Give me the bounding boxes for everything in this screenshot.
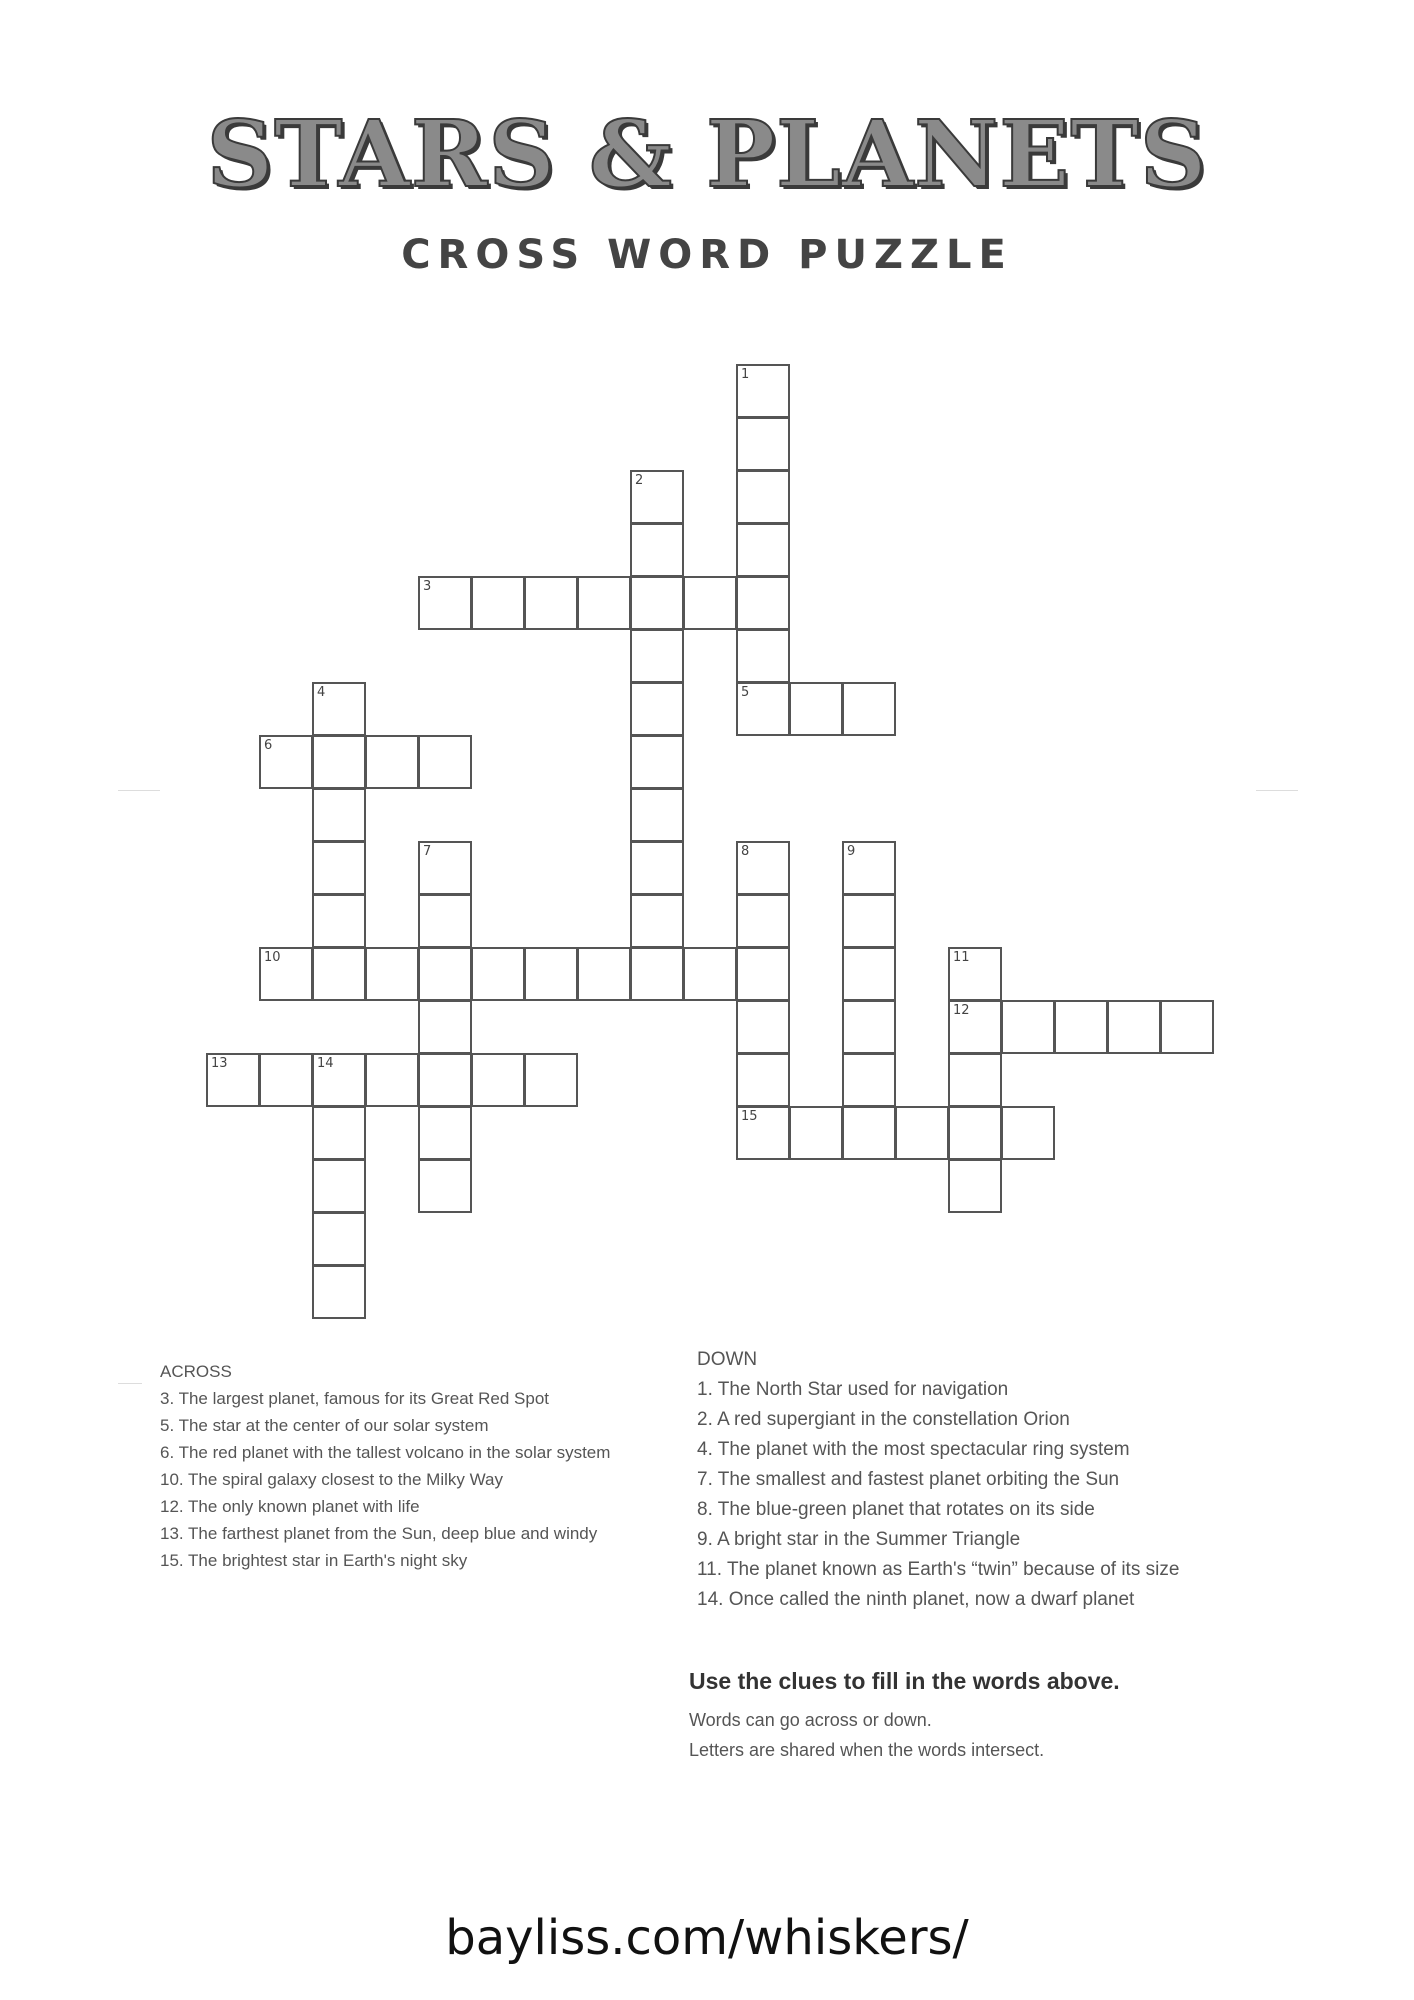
grid-cell[interactable]	[736, 841, 790, 895]
grid-cell[interactable]	[842, 1053, 896, 1107]
grid-cell[interactable]	[1001, 1000, 1055, 1054]
grid-cell[interactable]	[736, 364, 790, 418]
down-clue: 14. Once called the ninth planet, now a dwarf planet	[697, 1589, 1135, 1610]
across-clue: 3. The largest planet, famous for its Great Red Spot	[160, 1389, 549, 1408]
grid-cell[interactable]	[365, 735, 419, 789]
across-clue: 12. The only known planet with life	[160, 1497, 420, 1516]
grid-cell[interactable]	[312, 1053, 366, 1107]
grid-cell[interactable]	[630, 788, 684, 842]
grid-cell[interactable]	[418, 576, 472, 630]
grid-cell[interactable]	[948, 1106, 1002, 1160]
grid-cell[interactable]	[312, 894, 366, 948]
down-clue: 1. The North Star used for navigation	[697, 1379, 1009, 1400]
grid-cell[interactable]	[683, 576, 737, 630]
across-clue: 5. The star at the center of our solar system	[160, 1416, 489, 1435]
grid-cell[interactable]	[842, 841, 896, 895]
grid-cell[interactable]	[312, 1159, 366, 1213]
clue-number: 2	[635, 473, 644, 488]
grid-cell[interactable]	[683, 947, 737, 1001]
down-clue: 11. The planet known as Earth's “twin” because of its size	[697, 1559, 1180, 1580]
grid-cell[interactable]	[418, 894, 472, 948]
grid-cell[interactable]	[524, 1053, 578, 1107]
across-heading: ACROSS	[160, 1362, 232, 1381]
grid-cell[interactable]	[948, 947, 1002, 1001]
clue-number: 1	[741, 367, 750, 382]
grid-cell[interactable]	[789, 1106, 843, 1160]
grid-cell[interactable]	[842, 947, 896, 1001]
clue-number: 11	[953, 950, 970, 965]
grid-cell[interactable]	[471, 576, 525, 630]
grid-cell[interactable]	[418, 1000, 472, 1054]
grid-cell[interactable]	[418, 947, 472, 1001]
down-clue: 8. The blue-green planet that rotates on its side	[697, 1499, 1095, 1520]
grid-cell[interactable]	[630, 894, 684, 948]
grid-cell[interactable]	[312, 735, 366, 789]
across-clues	[160, 1358, 610, 1574]
down-clue: 7. The smallest and fastest planet orbiting the Sun	[697, 1469, 1120, 1490]
grid-cell[interactable]	[736, 682, 790, 736]
grid-cell[interactable]	[365, 1053, 419, 1107]
grid-cell[interactable]	[948, 1000, 1002, 1054]
clue-number: 4	[317, 685, 326, 700]
clue-number: 13	[211, 1056, 228, 1071]
down-clues	[697, 1345, 1179, 1615]
grid-cell[interactable]	[736, 894, 790, 948]
grid-cell[interactable]	[948, 1159, 1002, 1213]
instructions-line: Letters are shared when the words intersect.	[689, 1740, 1045, 1760]
grid-cell[interactable]	[736, 523, 790, 577]
grid-cell[interactable]	[736, 1106, 790, 1160]
grid-cell[interactable]	[630, 576, 684, 630]
grid-cell[interactable]	[842, 894, 896, 948]
clue-number: 7	[423, 844, 432, 859]
grid-cell[interactable]	[524, 947, 578, 1001]
down-clue: 9. A bright star in the Summer Triangle	[697, 1529, 1021, 1550]
grid-cell[interactable]	[312, 1106, 366, 1160]
grid-cell[interactable]	[418, 841, 472, 895]
grid-cell[interactable]	[312, 1212, 366, 1266]
grid-cell[interactable]	[471, 947, 525, 1001]
grid-cell[interactable]	[630, 841, 684, 895]
grid-cell[interactable]	[418, 1159, 472, 1213]
grid-cell[interactable]	[524, 576, 578, 630]
clue-number: 12	[953, 1003, 970, 1018]
down-heading: DOWN	[697, 1349, 758, 1370]
grid-cell[interactable]	[630, 629, 684, 683]
grid-cell[interactable]	[365, 947, 419, 1001]
grid-cell[interactable]	[630, 523, 684, 577]
footer-url: bayliss.com/whiskers/	[445, 1910, 969, 1966]
grid-cell[interactable]	[630, 470, 684, 524]
grid-cell[interactable]	[259, 1053, 313, 1107]
grid-cell[interactable]	[312, 788, 366, 842]
grid-cell[interactable]	[736, 947, 790, 1001]
grid-cell[interactable]	[842, 682, 896, 736]
grid-cell[interactable]	[418, 1053, 472, 1107]
grid-cell[interactable]	[1054, 1000, 1108, 1054]
clue-number: 15	[741, 1109, 758, 1124]
across-clue: 6. The red planet with the tallest volcano in the solar system	[160, 1443, 611, 1462]
grid-cell[interactable]	[895, 1106, 949, 1160]
grid-cell[interactable]	[736, 629, 790, 683]
grid-cell[interactable]	[842, 1106, 896, 1160]
grid-cell[interactable]	[312, 682, 366, 736]
grid-cell[interactable]	[259, 947, 313, 1001]
grid-cell[interactable]	[736, 1000, 790, 1054]
clue-number: 14	[317, 1056, 334, 1071]
clue-number: 6	[264, 738, 273, 753]
grid-cell[interactable]	[842, 1000, 896, 1054]
instructions-line: Words can go across or down.	[689, 1710, 932, 1730]
grid-cell[interactable]	[789, 682, 843, 736]
grid-cell[interactable]	[312, 1265, 366, 1319]
grid-cell[interactable]	[736, 470, 790, 524]
grid-cell[interactable]	[312, 841, 366, 895]
grid-cell[interactable]	[736, 1053, 790, 1107]
clue-number: 8	[741, 844, 750, 859]
grid-cell[interactable]	[418, 1106, 472, 1160]
grid-cell[interactable]	[736, 417, 790, 471]
grid-cell[interactable]	[418, 735, 472, 789]
puzzle-title: STARS & PLANETS	[206, 100, 1208, 208]
grid-cell[interactable]	[206, 1053, 260, 1107]
grid-cell[interactable]	[630, 682, 684, 736]
grid-cell[interactable]	[630, 947, 684, 1001]
across-clue: 15. The brightest star in Earth's night sky	[160, 1551, 468, 1570]
grid-cell[interactable]	[259, 735, 313, 789]
grid-cell[interactable]	[1107, 1000, 1161, 1054]
puzzle-subtitle: CROSS WORD PUZZLE	[401, 232, 1013, 278]
clue-number: 9	[847, 844, 856, 859]
down-clue: 2. A red supergiant in the constellation Orion	[697, 1409, 1070, 1430]
grid-cell[interactable]	[312, 947, 366, 1001]
grid-cell[interactable]	[471, 1053, 525, 1107]
instructions-heading: Use the clues to fill in the words above.	[689, 1668, 1120, 1694]
grid-cell[interactable]	[736, 576, 790, 630]
grid-cell[interactable]	[630, 735, 684, 789]
down-clue: 4. The planet with the most spectacular ring system	[697, 1439, 1130, 1460]
clue-number: 10	[264, 950, 281, 965]
grid-cell[interactable]	[577, 576, 631, 630]
grid-cell[interactable]	[948, 1053, 1002, 1107]
across-clue: 13. The farthest planet from the Sun, deep blue and windy	[160, 1524, 598, 1543]
grid-cell[interactable]	[1160, 1000, 1214, 1054]
grid-cell[interactable]	[577, 947, 631, 1001]
across-clue: 10. The spiral galaxy closest to the Milky Way	[160, 1470, 503, 1489]
grid-cell[interactable]	[1001, 1106, 1055, 1160]
clue-number: 3	[423, 579, 432, 594]
clue-number: 5	[741, 685, 750, 700]
instructions	[689, 1668, 1120, 1765]
